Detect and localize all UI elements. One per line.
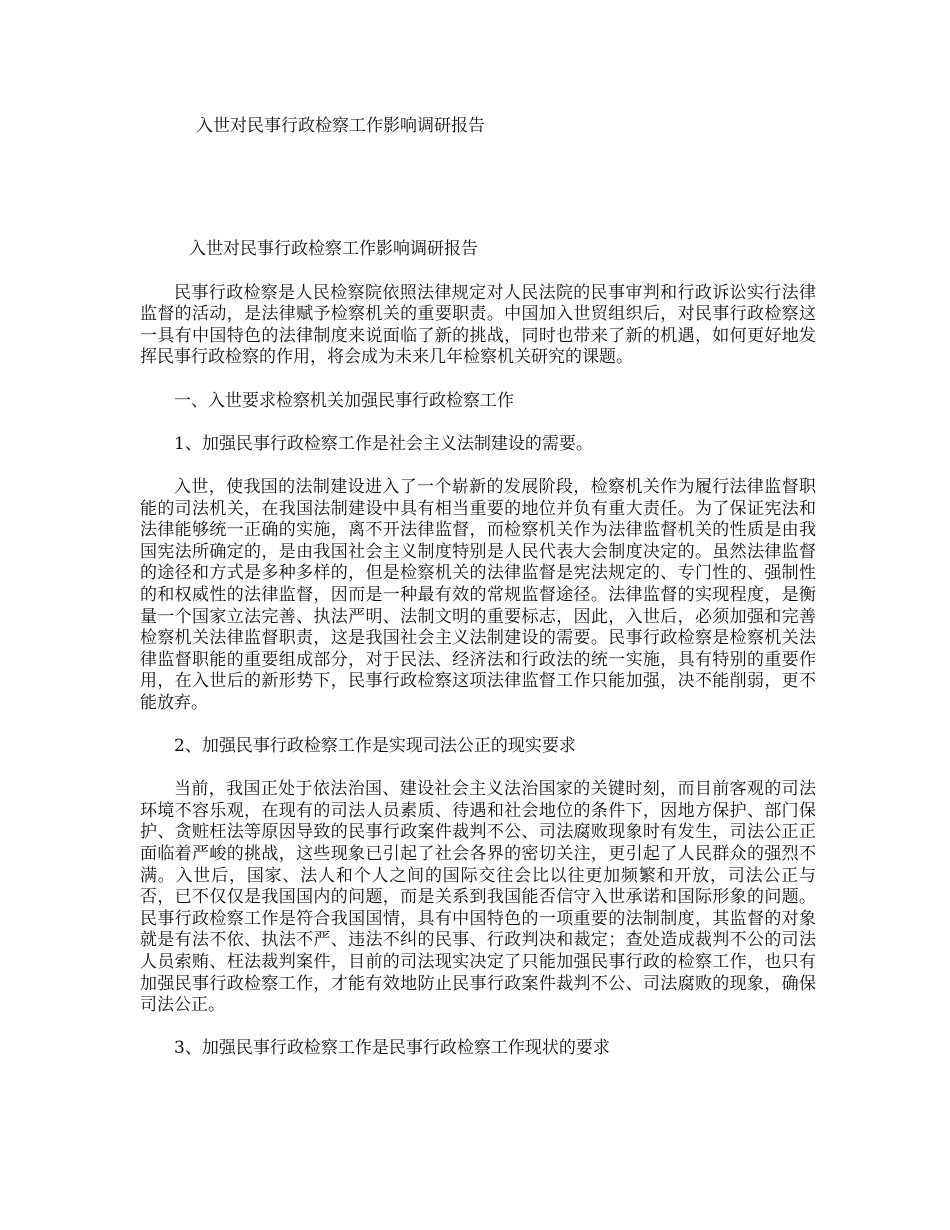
- document-body: [140, 239, 816, 1082]
- document-title: 入世对民事行政检察工作影响调研报告: [189, 239, 478, 259]
- intro-paragraph: 民事行政检察是人民检察院依照法律规定对人民法院的民事审判和行政诉讼实行法律监督的活动，是法律赋予检察机关的重要职责。中国加入世贸组织后，对民事行政检察这一具有中国特色的法律制度来说面临了新的挑战，同时也带来了新的机遇，如何更好地发挥民事行政检察的作用，将会成为未来几年检察机关研究的课题。: [140, 282, 816, 368]
- body-paragraph-2: 当前，我国正处于依法治国、建设社会主义法治国家的关键时刻，而目前客观的司法环境不容乐观，在现有的司法人员素质、待遇和社会地位的条件下，因地方保护、部门保护、贪赃枉法等原因导致的民事行政案件裁判不公、司法腐败现象时有发生，司法公正正面临着严峻的挑战，这些现象已引起了社会各界的密切关注，更引起了人民群众的强烈不满。入世后，国家、法人和个人之间的国际交往会比以往更加频繁和开放，司法公正与否，已不仅仅是我国国内的问题，而是关系到我国能否信守入世承诺和国际形象的问题。民事行政检察工作是符合我国国情，具有中国特色的一项重要的法制制度，其监督的对象就是有法不依、执法不严、违法不纠的民事、行政判决和裁定；查处造成裁判不公的司法人员索贿、枉法裁判案件，目前的司法现实决定了只能加强民事行政的检察工作，也只有加强民事行政检察工作，才能有效地防止民事行政案件裁判不公、司法腐败的现象，确保司法公正。: [140, 779, 816, 1016]
- section-heading-1: 一、入世要求检察机关加强民事行政检察工作: [174, 390, 514, 411]
- document-header-title: 入世对民事行政检察工作影响调研报告: [196, 116, 485, 136]
- body-paragraph-1: 入世，使我国的法制建设进入了一个崭新的发展阶段，检察机关作为履行法律监督职能的司法机关，在我国法制建设中具有相当重要的地位并负有重大责任。为了保证宪法和法律能够统一正确的实施，离不开法律监督，而检察机关作为法律监督机关的性质是由我国宪法所确定的，是由我国社会主义制度特别是人民代表大会制度决定的。虽然法律监督的途径和方式是多种多样的，但是检察机关的法律监督是宪法规定的、专门性的、强制性的和权威性的法律监督，因而是一种最有效的常规监督途径。法律监督的实现程度，是衡量一个国家立法完善、执法严明、法制文明的重要标志，因此，入世后，必须加强和完善检察机关法律监督职责，这是我国社会主义法制建设的需要。民事行政检察是检察机关法律监督职能的重要组成部分，对于民法、经济法和行政法的统一实施，具有特别的重要作用，在入世后的新形势下，民事行政检察这项法律监督工作只能加强，决不能削弱，更不能放弃。: [140, 476, 816, 713]
- subsection-heading-3: 3、加强民事行政检察工作是民事行政检察工作现状的要求: [174, 1038, 610, 1059]
- subsection-heading-1: 1、加强民事行政检察工作是社会主义法制建设的需要。: [174, 433, 593, 454]
- subsection-heading-2: 2、加强民事行政检察工作是实现司法公正的现实要求: [174, 736, 576, 757]
